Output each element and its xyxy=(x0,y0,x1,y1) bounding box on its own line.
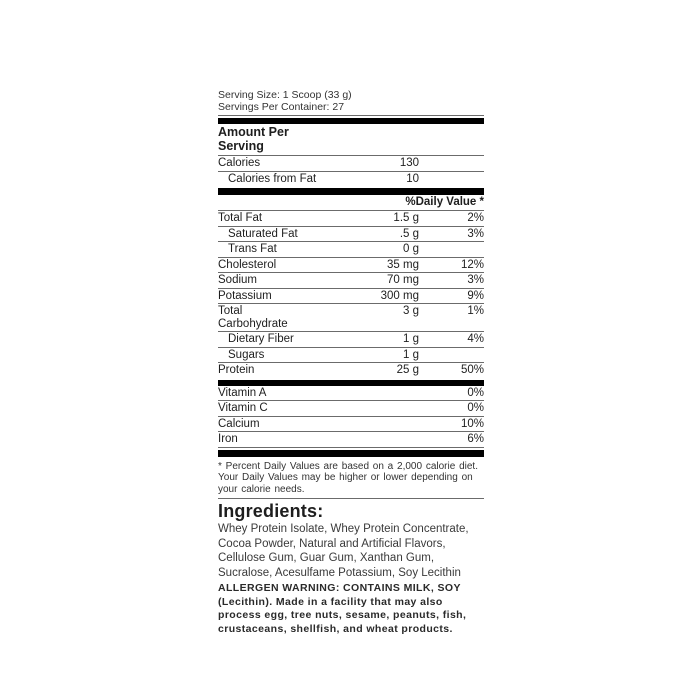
nutrient-row-total-fat: Total Fat 1.5 g 2% xyxy=(218,211,484,227)
amount-per-serving-section xyxy=(218,124,484,156)
amount-per-serving-heading: Amount Per Serving xyxy=(218,125,289,153)
daily-value-footnote: * Percent Daily Values are based on a 2,000 calorie diet. Your Daily Values may be higher or lower depending on your calorie needs. xyxy=(218,457,484,500)
vitamin-row-iron: Iron 6% xyxy=(218,432,484,448)
nutrient-row-total-carbohydrate: Total Carbohydrate 3 g 1% xyxy=(218,304,484,332)
servings-per-container: Servings Per Container: 27 xyxy=(218,100,345,113)
separator-bar xyxy=(218,188,484,195)
calories-from-fat-label: Calories from Fat xyxy=(228,172,317,185)
daily-value-header: %Daily Value * xyxy=(218,195,484,211)
vitamin-row-vitamin-c: Vitamin C 0% xyxy=(218,401,484,417)
nutrient-row-trans-fat: Trans Fat 0 g xyxy=(218,242,484,258)
nutrient-row-cholesterol: Cholesterol 35 mg 12% xyxy=(218,258,484,274)
ingredients-title: Ingredients: xyxy=(218,501,324,521)
ingredients-list: Whey Protein Isolate, Whey Protein Concentrate, Cocoa Powder, Natural and Artificial Flavors, Cellulose Gum, Guar Gum, Xanthan Gum, Sucralose, Acesulfame Potassium, Soy Lecithin xyxy=(218,523,469,579)
allergen-warning: ALLERGEN WARNING: CONTAINS MILK, SOY (Lecithin). Made in a facility that may also process egg, tree nuts, sesame, peanuts, fish, crustaceans, shellfish, and wheat products. xyxy=(218,582,467,635)
vitamin-row-vitamin-a: Vitamin A 0% xyxy=(218,386,484,402)
nutrient-row-dietary-fiber: Dietary Fiber 1 g 4% xyxy=(218,332,484,348)
nutrition-facts-label xyxy=(218,90,484,636)
nutrient-row-saturated-fat: Saturated Fat .5 g 3% xyxy=(218,227,484,243)
calories-from-fat-value: 10 xyxy=(406,172,419,185)
vitamin-row-calcium: Calcium 10% xyxy=(218,417,484,433)
separator-bar xyxy=(218,450,484,457)
nutrient-row-protein: Protein 25 g 50% xyxy=(218,364,484,376)
nutrient-row-sugars: Sugars 1 g xyxy=(218,348,484,364)
calories-label: Calories xyxy=(218,157,261,169)
nutrient-row-potassium: Potassium 300 mg 9% xyxy=(218,289,484,305)
calories-value: 130 xyxy=(399,157,419,169)
calories-from-fat-row xyxy=(218,172,484,187)
serving-info xyxy=(218,90,484,116)
nutrient-row-sodium: Sodium 70 mg 3% xyxy=(218,273,484,289)
calories-row xyxy=(218,156,484,172)
serving-size: Serving Size: 1 Scoop (33 g) xyxy=(218,89,352,101)
